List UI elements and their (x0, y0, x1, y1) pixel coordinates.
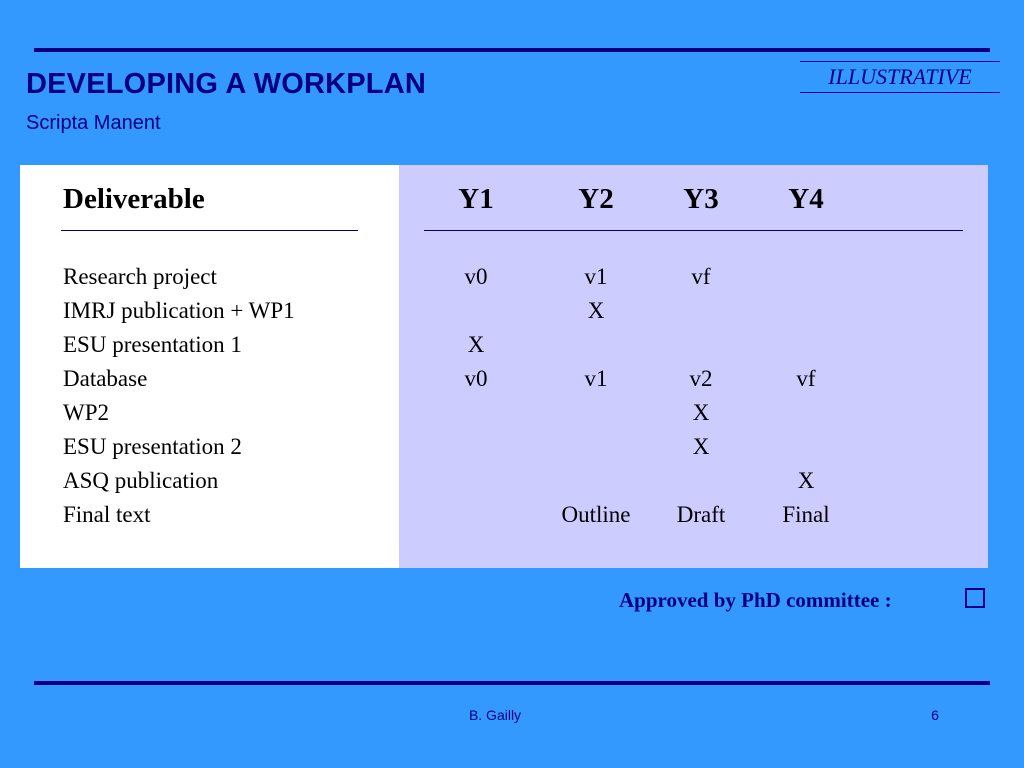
year-header-y4: Y4 (788, 183, 824, 215)
slide-title: DEVELOPING A WORKPLAN (26, 68, 427, 100)
deliverable-header: Deliverable (63, 183, 205, 215)
milestone-cell-y4: X (797, 468, 815, 493)
deliverable-name: Final text (63, 502, 151, 527)
deliverable-name: Database (63, 366, 148, 391)
deliverable-header-underline (61, 230, 358, 231)
year-header-underline (424, 230, 963, 231)
table-row (0, 396, 1024, 430)
milestone-cell-y2: v1 (584, 366, 608, 391)
table-row (0, 328, 1024, 362)
milestone-cell-y2: X (587, 298, 605, 323)
milestone-cell-y4: vf (796, 366, 816, 391)
year-header-y1: Y1 (458, 183, 494, 215)
milestone-cell-y1: v0 (464, 264, 488, 289)
milestone-cell-y4: Final (782, 502, 830, 527)
milestone-cell-y3: vf (691, 264, 711, 289)
illustrative-stamp: ILLUSTRATIVE (800, 61, 1000, 93)
top-rule (34, 48, 990, 52)
bottom-rule (34, 681, 990, 685)
deliverable-name: ASQ publication (63, 468, 219, 493)
deliverable-name: ESU presentation 1 (63, 332, 242, 357)
milestone-cell-y1: X (467, 332, 485, 357)
deliverables-table (0, 260, 1024, 532)
milestone-cell-y2: v1 (584, 264, 608, 289)
deliverable-name: WP2 (63, 400, 109, 425)
slide-subtitle: Scripta Manent (26, 112, 161, 134)
footer-author: B. Gailly (468, 707, 522, 723)
table-row (0, 464, 1024, 498)
milestone-cell-y3: X (692, 434, 710, 459)
deliverable-name: Research project (63, 264, 217, 289)
table-row (0, 498, 1024, 532)
deliverable-name: IMRJ publication + WP1 (63, 298, 295, 323)
milestone-cell-y3: X (692, 400, 710, 425)
milestone-cell-y3: Draft (676, 502, 726, 527)
table-row (0, 260, 1024, 294)
year-header-y3: Y3 (683, 183, 719, 215)
approval-label: Approved by PhD committee : (619, 588, 892, 612)
table-row (0, 430, 1024, 464)
milestone-cell-y3: v2 (689, 366, 713, 391)
milestone-cell-y1: v0 (464, 366, 488, 391)
table-row (0, 294, 1024, 328)
page-number: 6 (931, 707, 939, 723)
deliverable-name: ESU presentation 2 (63, 434, 242, 459)
milestone-cell-y2: Outline (561, 502, 631, 527)
year-header-y2: Y2 (578, 183, 614, 215)
approval-checkbox[interactable] (965, 588, 985, 608)
table-row (0, 362, 1024, 396)
